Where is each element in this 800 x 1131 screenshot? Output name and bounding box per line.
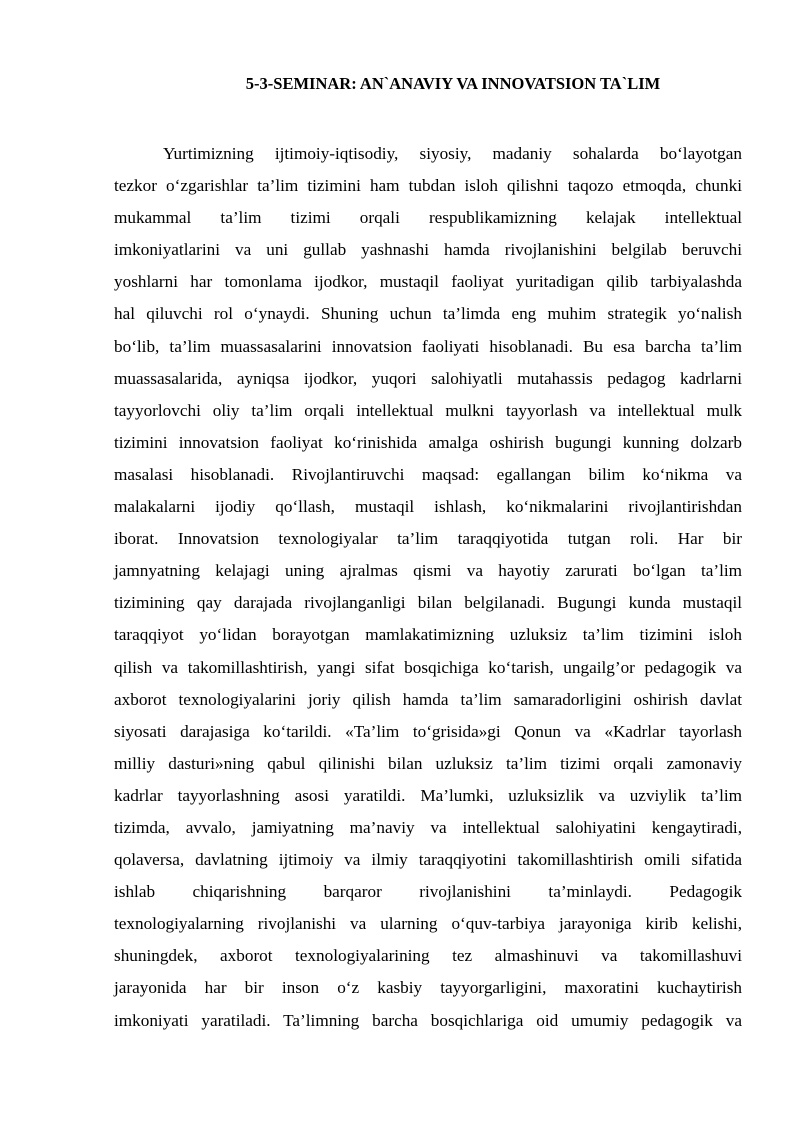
paragraph-line: masalasi hisoblanadi. Rivojlantiruvchi maqsad: egallangan bilim ko‘nikma va — [114, 464, 742, 484]
paragraph-line: muassasalarida, ayniqsa ijodkor, yuqori salohiyatli mutahassis pedagog kadrlarni — [114, 368, 742, 388]
paragraph-line: axborot texnologiyalarini joriy qilish hamda ta’lim samaradorligini oshirish davlat — [114, 689, 742, 709]
paragraph-line: jamnyatning kelajagi uning ajralmas qismi va hayotiy zarurati bo‘lgan ta’lim — [114, 561, 742, 581]
paragraph-line: iborat. Innovatsion texnologiyalar ta’lim taraqqiyotida tutgan roli. Har bir — [114, 529, 742, 549]
paragraph-line: ishlab chiqarishning barqaror rivojlanishini ta’minlaydi. Pedagogik — [114, 882, 742, 902]
paragraph-line: tayyorlovchi oliy ta’lim orqali intellektual mulkni tayyorlash va intellektual mulk — [114, 400, 742, 420]
paragraph-line: imkoniyati yaratiladi. Ta’limning barcha bosqichlariga oid umumiy pedagogik va — [114, 1010, 742, 1030]
paragraph-line: shuningdek, axborot texnologiyalarining tez almashinuvi va takomillashuvi — [114, 946, 742, 966]
paragraph-line: malakalarni ijodiy qo‘llash, mustaqil ishlash, ko‘nikmalarini rivojlantirishdan — [114, 497, 742, 517]
paragraph-line: tizimda, avvalo, jamiyatning ma’naviy va intellektual salohiyatini kengaytiradi, — [114, 817, 742, 837]
paragraph-line: qilish va takomillashtirish, yangi sifat bosqichiga ko‘tarish, ungailg’or pedagogik va — [114, 657, 742, 677]
paragraph-line: tezkor o‘zgarishlar ta’lim tizimini ham tubdan isloh qilishni taqozo etmoqda, chunki — [114, 176, 742, 196]
paragraph-line: tizimini innovatsion faoliyat ko‘rinishida amalga oshirish bugungi kunning dolzarb — [114, 432, 742, 452]
body-paragraph — [114, 138, 742, 1037]
paragraph-line: taraqqiyot yo‘lidan borayotgan mamlakatimizning uzluksiz ta’lim tizimini isloh — [114, 625, 742, 645]
paragraph-line: texnologiyalarning rivojlanishi va ularning o‘quv-tarbiya jarayoniga kirib kelishi, — [114, 914, 742, 934]
paragraph-line: kadrlar tayyorlashning asosi yaratildi. Ma’lumki, uzluksizlik va uzviylik ta’lim — [114, 785, 742, 805]
paragraph-line: jarayonida har bir inson o‘z kasbiy tayyorgarligini, maxoratini kuchaytirish — [114, 978, 742, 998]
page-title: 5-3-SEMINAR: AN`ANAVIY VA INNOVATSION TA`LIM — [245, 74, 661, 93]
paragraph-line: mukammal ta’lim tizimi orqali respublikamizning kelajak intellektual — [114, 208, 742, 228]
paragraph-line: hal qiluvchi rol o‘ynaydi. Shuning uchun ta’limda eng muhim strategik yo‘nalish — [114, 304, 742, 324]
paragraph-line: qolaversa, davlatning ijtimoiy va ilmiy taraqqiyotini takomillashtirish omili sifatida — [114, 850, 742, 870]
paragraph-line: imkoniyatlarini va uni gullab yashnashi hamda rivojlanishini belgilab beruvchi — [114, 240, 742, 260]
paragraph-line: bo‘lib, ta’lim muassasalarini innovatsion faoliyati hisoblanadi. Bu esa barcha ta’lim — [114, 336, 742, 356]
paragraph-line: tizimining qay darajada rivojlanganligi bilan belgilanadi. Bugungi kunda mustaqil — [114, 593, 742, 613]
paragraph-line: yoshlarni har tomonlama ijodkor, mustaqil faoliyat yuritadigan qilib tarbiyalashda — [114, 272, 742, 292]
paragraph-line: milliy dasturi»ning qabul qilinishi bilan uzluksiz ta’lim tizimi orqali zamonaviy — [114, 753, 742, 773]
paragraph-line: Yurtimizning ijtimoiy-iqtisodiy, siyosiy, madaniy sohalarda bo‘layotgan — [163, 144, 742, 163]
paragraph-line: siyosati darajasiga ko‘tarildi. «Ta’lim to‘grisida»gi Qonun va «Kadrlar tayorlash — [114, 721, 742, 741]
